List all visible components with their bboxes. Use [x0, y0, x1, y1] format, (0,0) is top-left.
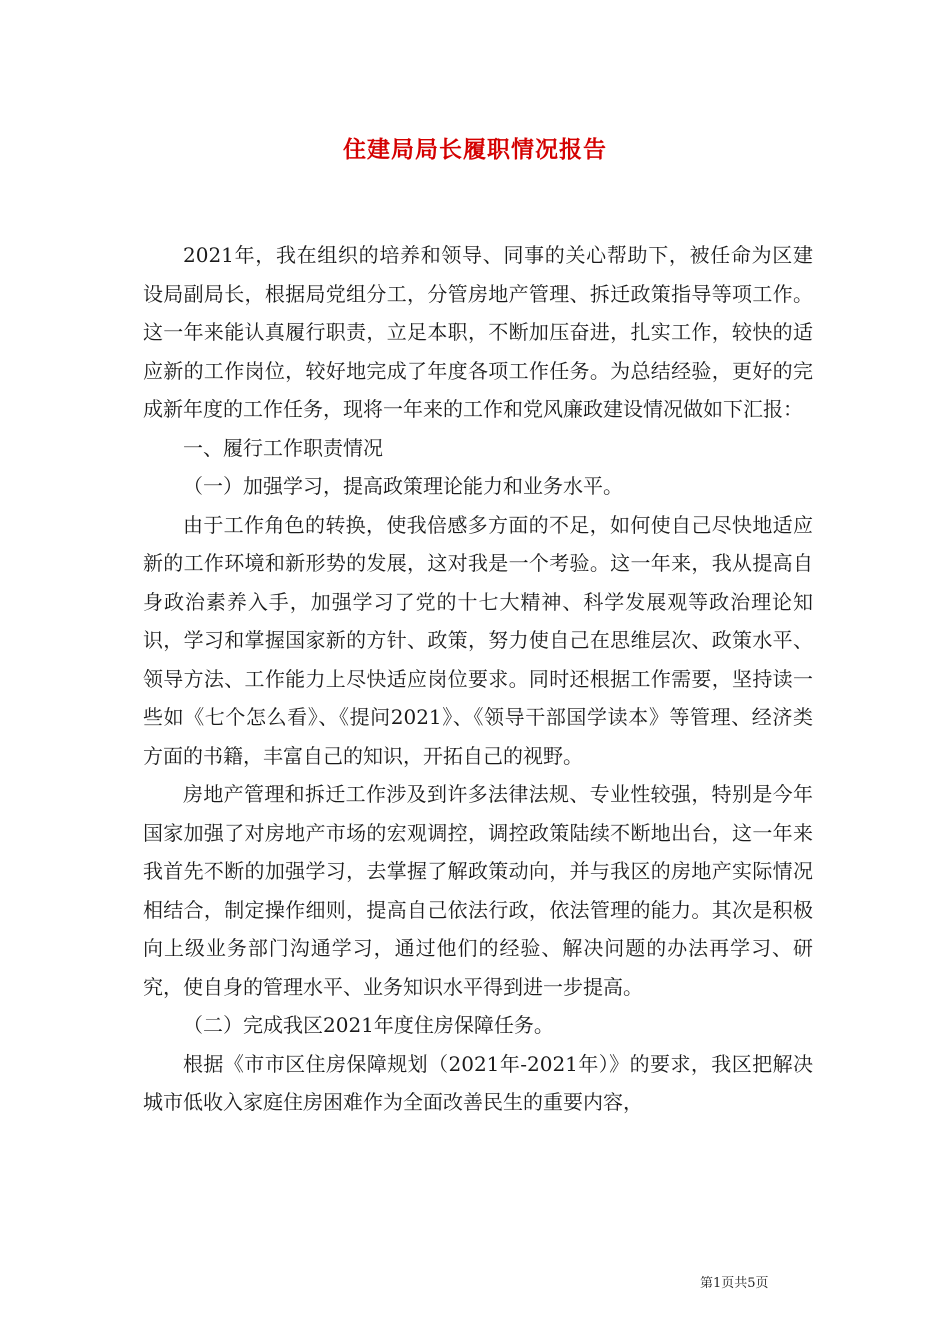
section-heading-1: 一、履行工作职责情况	[183, 435, 383, 460]
page-number: 第1页共5页	[700, 1276, 769, 1291]
paragraph-real-estate: 房地产管理和拆迁工作涉及到许多法律法规、专业性较强，特别是今年国家加强了对房地产市场的宏观调控，调控政策陆续不断地出台，这一年来我首先不断的加强学习，去掌握了解政策动向，并与我区的房地产实际情况相结合，制定操作细则，提高自己依法行政，依法管理的能力。其次是积极向上级业务部门沟通学习，通过他们的经验、解决问题的办法再学习、研究，使自身的管理水平、业务知识水平得到进一步提高。	[143, 782, 813, 999]
paragraph-housing-plan: 根据《市市区住房保障规划（2021年-2021年）》的要求，我区把解决城市低收入家庭住房困难作为全面改善民生的重要内容，	[143, 1051, 813, 1114]
subsection-heading-1: （一）加强学习，提高政策理论能力和业务水平。	[183, 474, 623, 498]
paragraph-intro: 2021年，我在组织的培养和领导、同事的关心帮助下，被任命为区建设局副局长，根据局党组分工，分管房地产管理、拆迁政策指导等项工作。这一年来能认真履行职责，立足本职，不断加压奋进，扎实工作，较快的适应新的工作岗位，较好地完成了年度各项工作任务。为总结经验，更好的完成新年度的工作任务，现将一年来的工作和党风廉政建设情况做如下汇报：	[143, 243, 813, 421]
document-body	[143, 236, 813, 1122]
document-title: 住建局局长履职情况报告	[343, 136, 607, 163]
subsection-heading-2: （二）完成我区2021年度住房保障任务。	[183, 1013, 554, 1037]
paragraph-study: 由于工作角色的转换，使我倍感多方面的不足，如何使自己尽快地适应新的工作环境和新形势的发展，这对我是一个考验。这一年来，我从提高自身政治素养入手，加强学习了党的十七大精神、科学发展观等政治理论知识，学习和掌握国家新的方针、政策，努力使自己在思维层次、政策水平、领导方法、工作能力上尽快适应岗位要求。同时还根据工作需要，坚持读一些如《七个怎么看》、《提问2021》、《领导干部国学读本》等管理、经济类方面的书籍，丰富自己的知识，开拓自己的视野。	[143, 512, 813, 768]
